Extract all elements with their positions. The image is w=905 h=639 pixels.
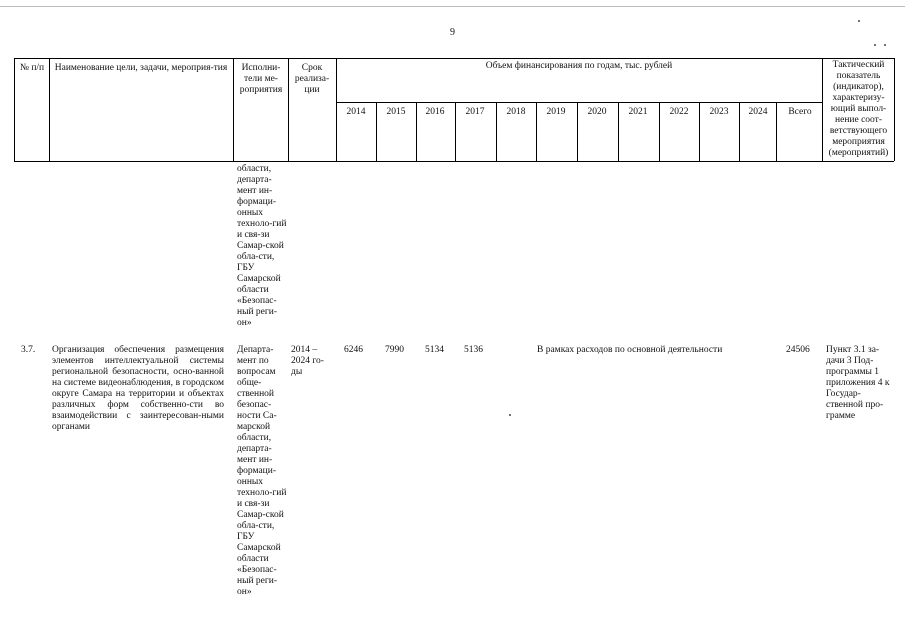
year-2021: 2021 bbox=[628, 107, 648, 117]
year-total: Всего bbox=[788, 107, 812, 117]
value-2015: 7990 bbox=[385, 345, 404, 355]
year-2019: 2019 bbox=[546, 107, 566, 117]
year-2024: 2024 bbox=[748, 107, 768, 117]
scan-speck bbox=[884, 44, 886, 46]
value-total: 24506 bbox=[786, 345, 810, 355]
row-num: 3.7. bbox=[21, 345, 36, 355]
scan-speck bbox=[509, 414, 511, 416]
row-name: Организация обеспечения размещения элементов интеллектуальной системы региональной безопасности, осно-ванной на системе видеонаблюдения, в городском округе Самара на территории и объектах различных форм собственно-сти во взаимодействии с заинтересован-ными органами bbox=[52, 345, 224, 432]
year-2015: 2015 bbox=[386, 107, 406, 117]
header-executors: Исполни-тели ме-роприятия bbox=[239, 63, 283, 95]
value-2016: 5134 bbox=[425, 345, 444, 355]
header-name: Наименование цели, задачи, мероприя-тия bbox=[54, 63, 228, 73]
scan-speck bbox=[858, 20, 860, 22]
continuation-executors: области, департа-мент ин-формаци-онных техноло-гий и свя-зи Самар-ской обла-сти, ГБУ Самарской области «Безопас-ный реги-он» bbox=[237, 164, 287, 328]
year-2014: 2014 bbox=[346, 107, 366, 117]
header-indicator: Тактический показатель (индикатор), характеризу-ющий выпол-нение соот-ветствующего мероприятия (мероприятий) bbox=[828, 60, 889, 158]
header-financing: Объем финансирования по годам, тыс. рублей bbox=[485, 61, 673, 71]
year-2023: 2023 bbox=[709, 107, 729, 117]
row-executors: Департа-мент по вопросам обще-ственной безопас-ности Са-марской области, департа-мент ин-формаци-онных техноло-гий и свя-зи Самар-ской обла-сти, ГБУ Самарской области «Безопас-ный реги-он» bbox=[237, 345, 287, 597]
header-num: № п/п bbox=[19, 63, 45, 73]
row-note: В рамках расходов по основной деятельности bbox=[537, 345, 723, 355]
header-term: Срок реализа-ции bbox=[294, 63, 330, 95]
year-2020: 2020 bbox=[587, 107, 607, 117]
row-indicator: Пункт 3.1 за-дачи 3 Под-программы 1 приложения 4 к Государ-ственной про-грамме bbox=[826, 345, 890, 421]
value-2017: 5136 bbox=[464, 345, 483, 355]
year-2017: 2017 bbox=[465, 107, 485, 117]
row-term: 2014 – 2024 го-ды bbox=[291, 345, 324, 377]
year-2022: 2022 bbox=[669, 107, 689, 117]
page-number: 9 bbox=[450, 27, 455, 38]
scan-speck bbox=[874, 44, 876, 46]
year-2018: 2018 bbox=[506, 107, 526, 117]
value-2014: 6246 bbox=[344, 345, 363, 355]
year-2016: 2016 bbox=[425, 107, 445, 117]
scan-edge bbox=[0, 6, 905, 7]
